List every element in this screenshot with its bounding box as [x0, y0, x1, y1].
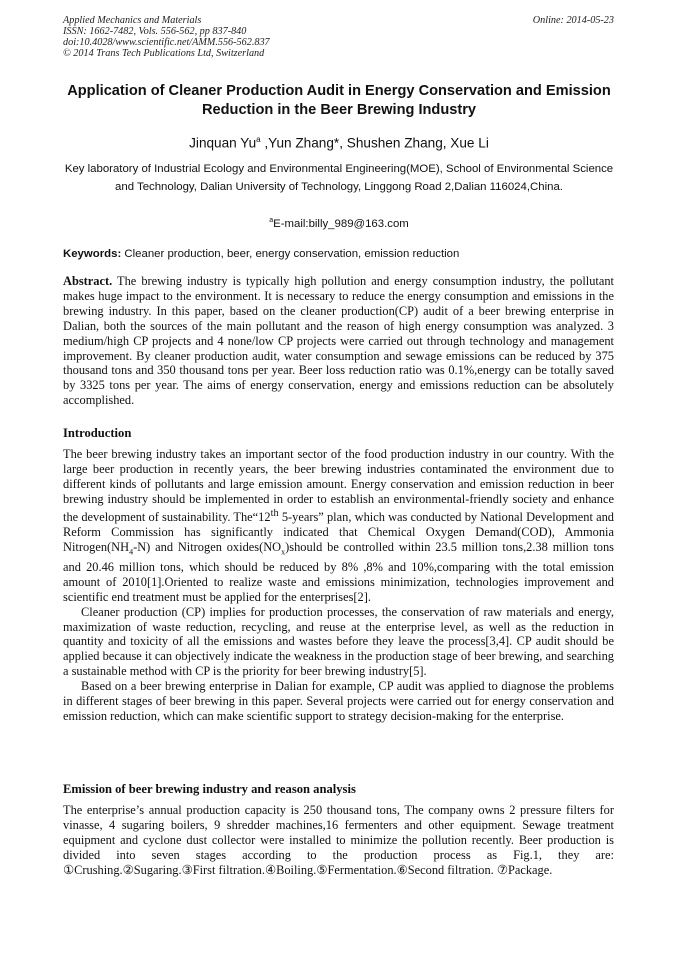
journal-copyright: © 2014 Trans Tech Publications Ltd, Switzerland — [63, 48, 265, 59]
intro-paragraph-1 — [63, 447, 614, 605]
email-line — [60, 214, 618, 231]
abstract-text: The brewing industry is typically high pollution and energy consumption industry, the pollutant makes huge impact to the environment. It is necessary to reduce the energy consumption and emissions in the brewing industry. In this paper, based on the cleaner production(CP) audit of a beer brewing enterprise in Dalian, both the sources of the main pollutant and the reason of high energy consumption was analyzed. 3 medium/high CP projects and 4 none/low CP projects were carried out through technology and management improvement. By cleaner production audit, water consumption and sewage emissions can be reduced by 375 thousand tons and 350 thousand tons per year. Beer loss reduction ratio was 0.1%,energy can be totally saved by 3325 tons per year. The aims of energy conservation, energy and emissions reduction can be absolutely accomplished. — [63, 274, 614, 408]
paper-title: Application of Cleaner Production Audit in Energy Conservation and Emission Reduction in the Beer Brewing Industry — [67, 83, 611, 118]
intro-paragraph-3: Based on a beer brewing enterprise in Dalian for example, CP audit was applied to diagnose the problems in different stages of beer brewing in this paper. Several projects were carried out for energy conservation and emission reduction, which can make scientific support to strategy decision-making for the enterprise. — [63, 679, 614, 723]
keywords-label: Keywords: — [63, 248, 122, 260]
intro-p1-part-b: 5-years” plan, which was conducted by National Development and Reform Commission has significantly indicated that Chemical Oxygen Demand(COD), Ammonia Nitrogen(NH — [63, 509, 614, 554]
author-first-sup: a — [256, 135, 261, 144]
introduction-heading: Introduction — [63, 426, 132, 440]
online-date: Online: 2014-05-23 — [532, 15, 614, 26]
intro-p1-sup: th — [270, 507, 279, 519]
intro-p1-sub-nh4: 4 — [129, 547, 134, 557]
affiliation: Key laboratory of Industrial Ecology and Environmental Engineering(MOE), School of Environmental Science and Technology, Dalian University of Technology, Linggong Road 2,Dalian 116024,China. — [64, 163, 614, 194]
intro-paragraph-2: Cleaner production (CP) implies for production processes, the conservation of raw materials and energy, maximization of waste reduction, recycling, and reuse at the enterprise level, as well as the reduction in quantity and toxicity of all the emissions and wastes before they leave the process[3,4]. CP audit should be applied because it can objectively indicate the weakness in the production stage of beer brewing, and searching a sustainable method with CP is the priority for beer brewing industry[5]. — [63, 604, 614, 679]
intro-p1-sub-nox: x — [281, 547, 286, 557]
journal-name: Applied Mechanics and Materials — [63, 15, 202, 26]
abstract — [63, 274, 614, 408]
emission-paragraph-1: The enterprise’s annual production capacity is 250 thousand tons, The company owns 2 pressure filters for vinasse, 4 sugaring boilers, 9 shredder machines,16 fermenters and other equipment. Sewage treatment equipment and cyclone dust collector were installed to minimize the pollution recently. Beer production is divided into seven stages according to the production process as Fig.1, they are: ①Crushing.②Sugaring.③First filtration.④Boiling.⑤Fermentation.⑥Second filtration. ⑦Package. — [63, 803, 614, 877]
abstract-label: Abstract. — [63, 274, 113, 288]
author-first: Jinquan Yu — [189, 135, 257, 151]
intro-p1-part-c: -N) and Nitrogen oxides(NO — [133, 539, 282, 554]
journal-header — [63, 15, 270, 59]
emission-heading: Emission of beer brewing industry and reason analysis — [63, 782, 356, 796]
email-sup: a — [269, 217, 274, 224]
intro-p1-part-d: )should be controlled within 23.5 million tons,2.38 million tons and 20.46 million tons, which should be reduced by 8% ,8% and 10%,comparing with the total emission amount of 2010[1].Oriented to realize waste and emissions minimization, technologies improvement and scientific end treatment must be applied for the enterprises[2]. — [63, 539, 615, 604]
intro-p1-part-a: The beer brewing industry takes an important sector of the food production industry in our country. With the large beer production in recently years, the beer brewing industries contaminated the environment due to different kinds of pollutants and large emission amount. Energy conservation and emission reduction in beer brewing industry should be implemented in order to establish an environmental-friendly society and enhance the development of sustainability. The“12 — [63, 447, 614, 524]
journal-doi: doi:10.4028/www.scientific.net/AMM.556-562.837 — [63, 37, 270, 48]
author-rest: ,Yun Zhang*, Shushen Zhang, Xue Li — [260, 135, 489, 151]
introduction-section — [63, 447, 614, 724]
email-text: E-mail:billy_989@163.com — [273, 217, 409, 230]
keywords-text: Cleaner production, beer, energy conservation, emission reduction — [121, 248, 460, 260]
journal-issn: ISSN: 1662-7482, Vols. 556-562, pp 837-840 — [63, 26, 247, 37]
keywords — [63, 247, 616, 261]
author-list — [60, 131, 618, 153]
emission-section — [63, 803, 614, 878]
